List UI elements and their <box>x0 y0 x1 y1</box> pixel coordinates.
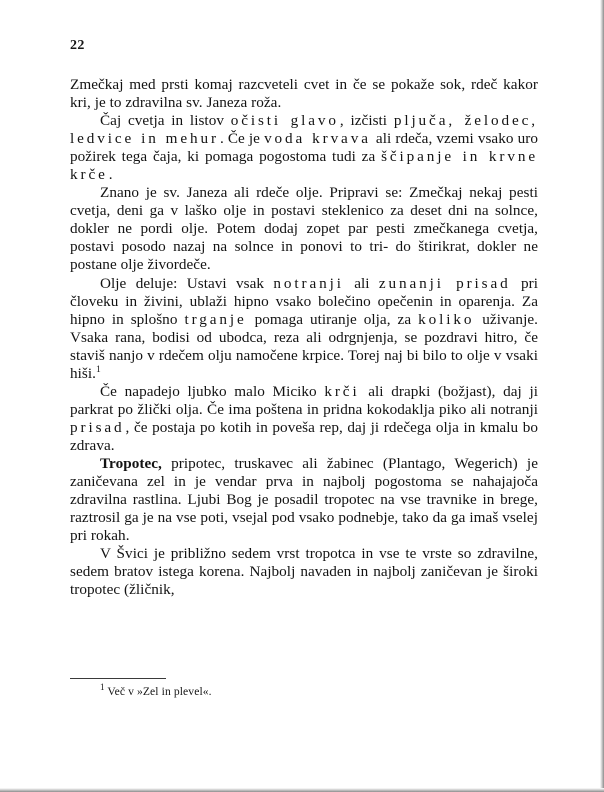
emphasis-letterspaced: voda krvava <box>264 130 371 148</box>
body-paragraph <box>70 275 538 383</box>
text-run: Če napadejo ljubko malo Miciko <box>100 382 325 400</box>
text-run: . <box>108 166 113 184</box>
footnote-marker: 1 <box>100 682 105 693</box>
text-run: Olje deluje: Ustavi vsak <box>100 274 274 292</box>
text-run: pri človeku in živini, ublaži hipno vsako bolečino opečenin in oparenja. Za hipno in splošno <box>70 274 538 328</box>
body-paragraph <box>70 112 538 184</box>
emphasis-letterspaced: pljuča, želodec, ledvice in mehur <box>70 112 538 148</box>
text-run: V Švici je približno sedem vrst tropotca in vse te vrste so zdravilne, sedem bratov istega korena. Najbolj navaden in najbolj zaničevan je široki tropotec (žličnik, <box>70 545 538 599</box>
body-text-block <box>70 76 538 599</box>
footnote-text <box>70 682 538 699</box>
body-paragraph <box>70 545 538 599</box>
footnote-body: Več v »Zel in plevel«. <box>107 685 212 698</box>
page-edge-shadow-bottom <box>0 788 604 792</box>
page-edge-shadow-right <box>600 0 604 792</box>
body-paragraph <box>70 383 538 455</box>
footnote-separator-rule <box>70 678 166 679</box>
emphasis-letterspaced: notranji <box>273 274 344 292</box>
emphasis-bold: Tropotec, <box>100 454 162 472</box>
text-run: , če postaja po kotih in poveša rep, daj ji rdečega olja in kmalu bo zdrava. <box>70 418 538 454</box>
page-number: 22 <box>70 38 85 53</box>
text-run: Zmečkaj med prsti komaj razcveteli cvet in če se pokaže sok, rdeč kakor kri, je to zdravilna sv. Janeza roža. <box>70 76 538 112</box>
footnote-reference: 1 <box>96 364 101 375</box>
text-run: Znano je sv. Janeza ali rdeče olje. Pripravi se: Zmečkaj nekaj pesti cvetja, deni ga v laško olje in postavi steklenico za deset dni na solnce, dokler ne pordi olje. Potem dodaj zopet par pesti zmečkanega cvetja, postavi posodo nazaj na solnce in ponovi to tri- do štirikrat, dokler ne postane olje živordeče. <box>70 184 538 274</box>
body-paragraph <box>70 184 538 274</box>
text-run: . Če je <box>219 130 265 148</box>
footnote-area <box>70 678 538 699</box>
body-paragraph <box>70 455 538 545</box>
emphasis-letterspaced: očisti glavo <box>230 112 339 130</box>
text-run: pomaga utiranje olja, za <box>247 310 419 328</box>
text-run: uživanje. Vsaka rana, bodisi od ubodca, reza ali odrgnjenja, se pozdravi hitro, če staviš nanjo v rdečem olju namočene krpice. Torej naj bi bilo to olje v vsaki hiši. <box>70 310 538 382</box>
text-run: ali <box>344 274 379 292</box>
text-run: , izčisti <box>339 112 394 130</box>
text-run: ali drapki (božjast), daj ji parkrat po žlički olja. Če ima poštena in pridna kokodaklja piko ali notranji <box>70 382 538 418</box>
emphasis-letterspaced: zunanji prisad <box>378 274 511 292</box>
emphasis-letterspaced: trganje <box>184 310 247 328</box>
text-run: pripotec, truskavec ali žabinec (Plantago, Wegerich) je zaničevana zel in je vendar prva in najbolj pogostoma se nahajajoča zdravilna rastlina. Ljubi Bog je posadil tropotec na vse travnike in brege, raztrosil ga je na vse poti, vsejal pod vsako podnebje, tako da ga imaš vselej pri rokah. <box>70 454 538 545</box>
body-paragraph <box>70 76 538 112</box>
emphasis-letterspaced: krči <box>324 382 360 400</box>
emphasis-letterspaced: prisad <box>70 418 125 436</box>
emphasis-letterspaced: ščipanje in krvne krče <box>70 148 539 184</box>
text-run: ali rdeča, vzemi vsako uro požirek tega čaja, ki pomaga pogostoma tudi za <box>70 130 538 166</box>
text-run: Čaj cvetja in listov <box>100 112 231 130</box>
emphasis-letterspaced: koliko <box>418 310 475 328</box>
